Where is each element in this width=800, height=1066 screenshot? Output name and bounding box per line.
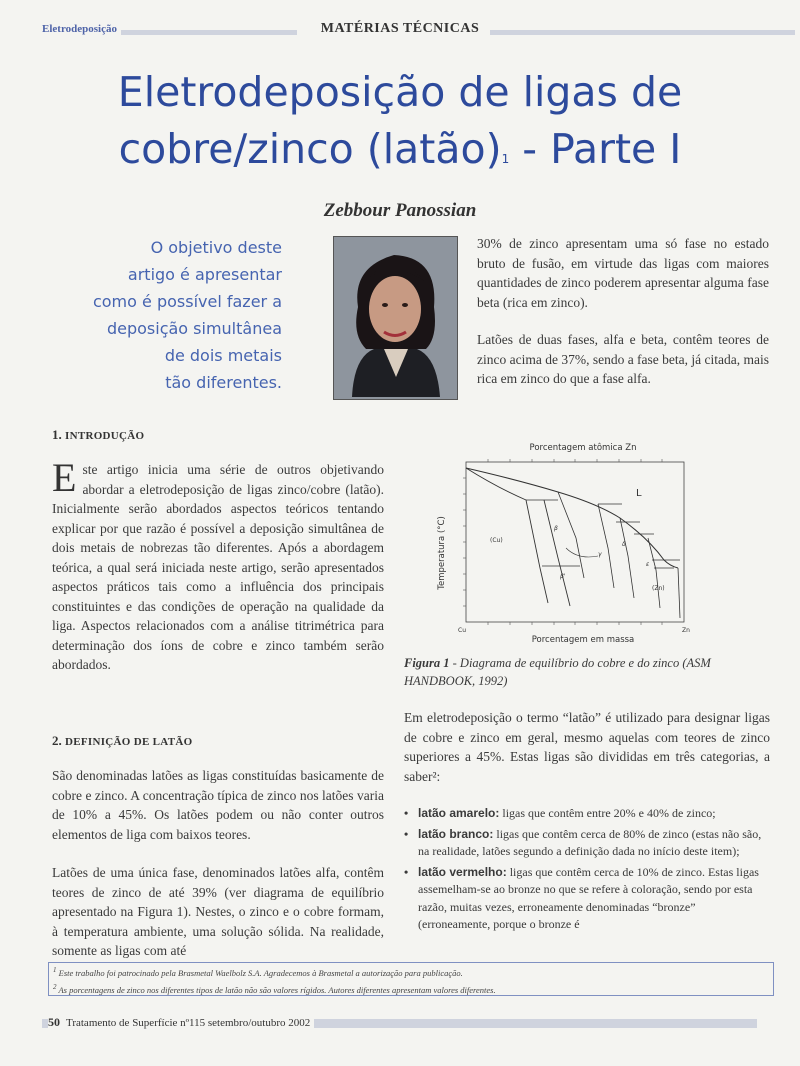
paragraph: Latões de duas fases, alfa e beta, contêm teores de zinco acima de 37%, sendo a fase beta, já citada, mais rica em zinco do que a fase alfa. [477,332,769,386]
isotherms [526,500,680,568]
pull-quote: O objetivo deste artigo é apresentar como é possível fazer a deposição simultânea de dois metais tão diferentes. [92,238,282,392]
header-rule-right [490,30,795,35]
page-footer [48,1015,314,1030]
drop-cap: E [52,455,77,500]
publication-info: Tratamento de Superfície nº115 setembro/outubro 2002 [66,1017,311,1029]
left-element-label: Cu [458,627,466,634]
beta-boundary-right [558,492,584,578]
section-heading-intro: 1. INTRODUÇÃO [52,427,145,442]
delta-boundary [620,518,634,598]
gamma-boundary [598,504,614,588]
list-item: • latão vermelho: ligas que contêm cerca de 10% de zinco. Estas ligas assemelham-se ao bronze no que se refere à coloração, sendo por esta razão, muitas vezes, erroneamente denominadas “bronze” (erroneamente, porque o bronze é [404,864,770,934]
title-line-2: cobre/zinco (latão)$^1$ - Parte I [118,125,682,173]
bottom-axis-label: Porcentagem em massa [531,635,635,645]
left-ticks [463,478,466,606]
phase-label-cu: (Cu) [490,537,503,544]
definition-paragraph-2: Latões de uma única fase, denominados latões alfa, contêm teores de zinco de até 39% (ver diagrama de equilíbrio apresentado na Figura 1). Nestes, o zinco e o cobre formam, à temperatura ambiente, uma solução sólida. Na realidade, somente as ligas com até [52,865,384,958]
svg-text:β': β' [560,573,566,580]
list-item: • latão amarelo: ligas que contêm entre 20% e 40% de zinco; [404,805,770,823]
svg-text:δ: δ [622,541,626,548]
epsilon-boundary [648,538,660,608]
order-curve [566,548,598,557]
phase-diagram-figure [408,438,770,648]
top-ticks [488,459,662,462]
svg-text:γ: γ [598,551,602,558]
figure-caption: Figura 1 - Diagrama de equilíbrio do cobre e do zinco (ASM HANDBOOK, 1992) [404,656,711,688]
footnote-1: $^1$ Este trabalho foi patrocinado pela Brasmetal Waelbolz S.A. Agradecemos à Brasmetal a autorização para publicação. [53,966,463,978]
svg-text:β: β [554,525,558,532]
right-middle-paragraph: Em eletrodeposição o termo “latão” é utilizado para designar ligas de cobre e zinco em geral, mesmo aquelas com teores de zinco superiores a 45%. Estas ligas são divididas em três categorias, a saber²: [404,710,770,784]
right-top-column [477,234,769,389]
svg-text:ε: ε [646,561,650,568]
footnotes-box [48,962,774,996]
title-line-1: Eletrodeposição de ligas de [117,68,683,116]
greek-phase-labels [554,525,650,580]
top-axis-label: Porcentagem atômica Zn [529,443,637,453]
bottom-ticks [488,622,662,625]
definition-paragraph-1: São denominadas latões as ligas constituídas basicamente de cobre e zinco. A concentração típica de zinco nos latões varia de 10% a 45%. Os latões podem ou não conter outros elementos de liga com baixos teores. [52,768,384,842]
title-footnote-mark: 1 [501,152,510,166]
brass-categories-list [404,805,770,937]
phase-label-liquid: L [636,488,642,499]
footnote-2: $^2$ As porcentagens de zinco nos diferentes tipos de latão não são valores rígidos. Autores diferentes apresentam valores diferentes. [53,982,496,995]
section-label: Eletrodeposição [42,23,121,35]
beta-boundary-left [544,500,570,606]
right-element-label: Zn [682,627,690,634]
list-item: • latão branco: ligas que contêm cerca de 80% de zinco (estas não são, na realidade, latões segundo a definição dada no início deste item); [404,826,770,861]
paragraph: 30% de zinco apresentam uma só fase no estado bruto de fusão, em virtude das ligas com maiores quantidades de zinco poderem apresentar alguma fase beta (rica em zinco). [477,236,769,310]
author-photo [333,236,458,400]
section-heading-definition: 2. DEFINIÇÃO DE LATÃO [52,733,193,748]
phase-label-zn: (Zn) [652,585,665,592]
zn-boundary [678,568,680,618]
phase-diagram-svg [408,438,770,648]
author-name: Zebbour Panossian [323,200,477,221]
article-title [40,64,760,178]
y-axis-label: Temperatura (°C) [437,516,447,590]
page-number: 50 [48,1015,60,1029]
intro-paragraph: Este artigo inicia uma série de outros objetivando abordar a eletrodeposição de ligas zinco/cobre (latão). Inicialmente serão abordados aspectos teóricos tentando explicar por que razão é possível a deposição simultânea de dois metais de nobrezas tão diferentes. Após a abordagem teórica, a qual será iniciada neste artigo, serão apresentados aspectos práticos tais como a influência dos principais constituintes e das condições de operação na qualidade da liga. Aspectos relacionados com a análise titrimétrica para determinação dos íons de cobre e zinco também serão abordados. [52,455,384,672]
category-label: MATÉRIAS TÉCNICAS [320,21,480,36]
alpha-boundary [466,468,548,603]
